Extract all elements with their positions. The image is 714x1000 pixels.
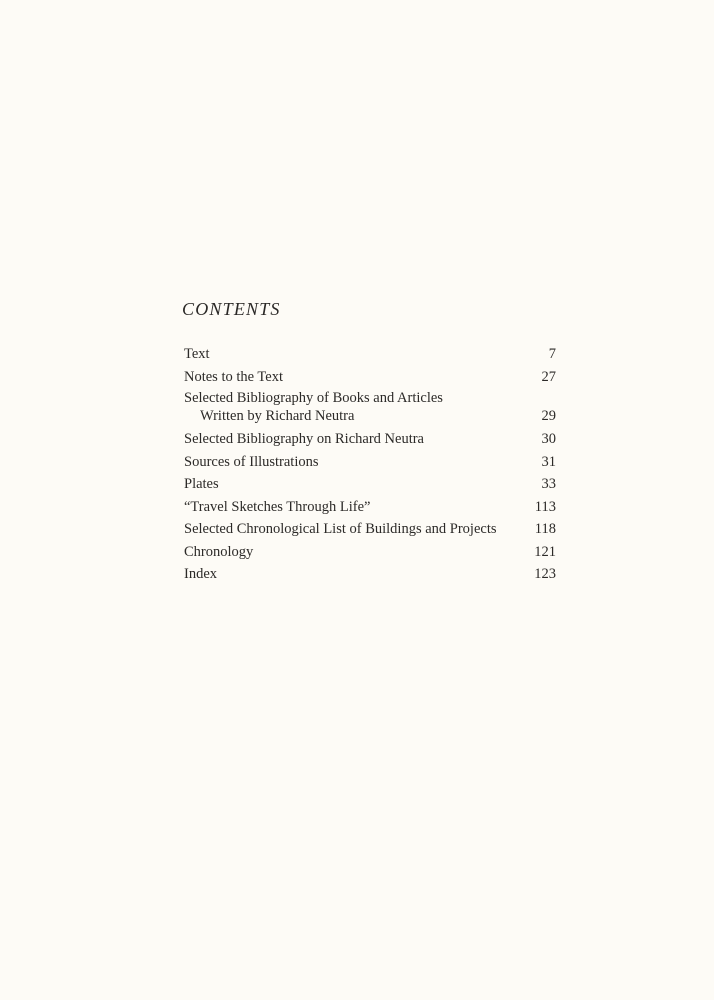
toc-entry-title: Selected Bibliography on Richard Neutra (184, 431, 424, 447)
toc-entry-title: Selected Chronological List of Buildings and Projects (184, 521, 497, 537)
toc-entry-page: 121 (534, 543, 556, 560)
toc-entry-title (184, 390, 526, 425)
toc-entry-title: Text (184, 346, 210, 362)
toc-entry-title-line2: Written by Richard Neutra (200, 407, 355, 424)
toc-entry (184, 518, 556, 541)
toc-entry-page: 29 (541, 407, 556, 424)
toc-entry-page: 30 (541, 431, 556, 447)
toc-entry-page: 118 (534, 521, 556, 537)
toc-entry-page: 31 (541, 453, 556, 470)
toc-entry (184, 366, 556, 389)
toc-entry-title: Plates (184, 476, 219, 492)
toc-entry (184, 343, 556, 366)
toc-entry (184, 563, 556, 586)
toc-entry (184, 541, 556, 564)
toc-entry-page: 123 (534, 566, 556, 582)
toc-entry-title: “Travel Sketches Through Life” (184, 498, 371, 515)
toc-entry (184, 496, 556, 519)
toc-entry-title-line1: Selected Bibliography of Books and Articles (184, 390, 443, 406)
toc-entry-page: 7 (548, 346, 556, 362)
toc-entry-title: Notes to the Text (184, 368, 283, 385)
toc-entry (184, 451, 556, 474)
contents-heading: CONTENTS (182, 299, 281, 319)
toc-entry-page: 113 (534, 498, 556, 515)
toc-entry-title: Sources of Illustrations (184, 453, 319, 470)
toc-entry-page: 33 (541, 476, 556, 492)
toc-entry (184, 473, 556, 496)
toc-entry (184, 390, 556, 425)
toc-entry (184, 428, 556, 451)
table-of-contents (184, 343, 556, 586)
toc-entry-page: 27 (541, 368, 556, 385)
toc-entry-title: Chronology (184, 543, 254, 560)
toc-entry-title: Index (184, 566, 218, 582)
